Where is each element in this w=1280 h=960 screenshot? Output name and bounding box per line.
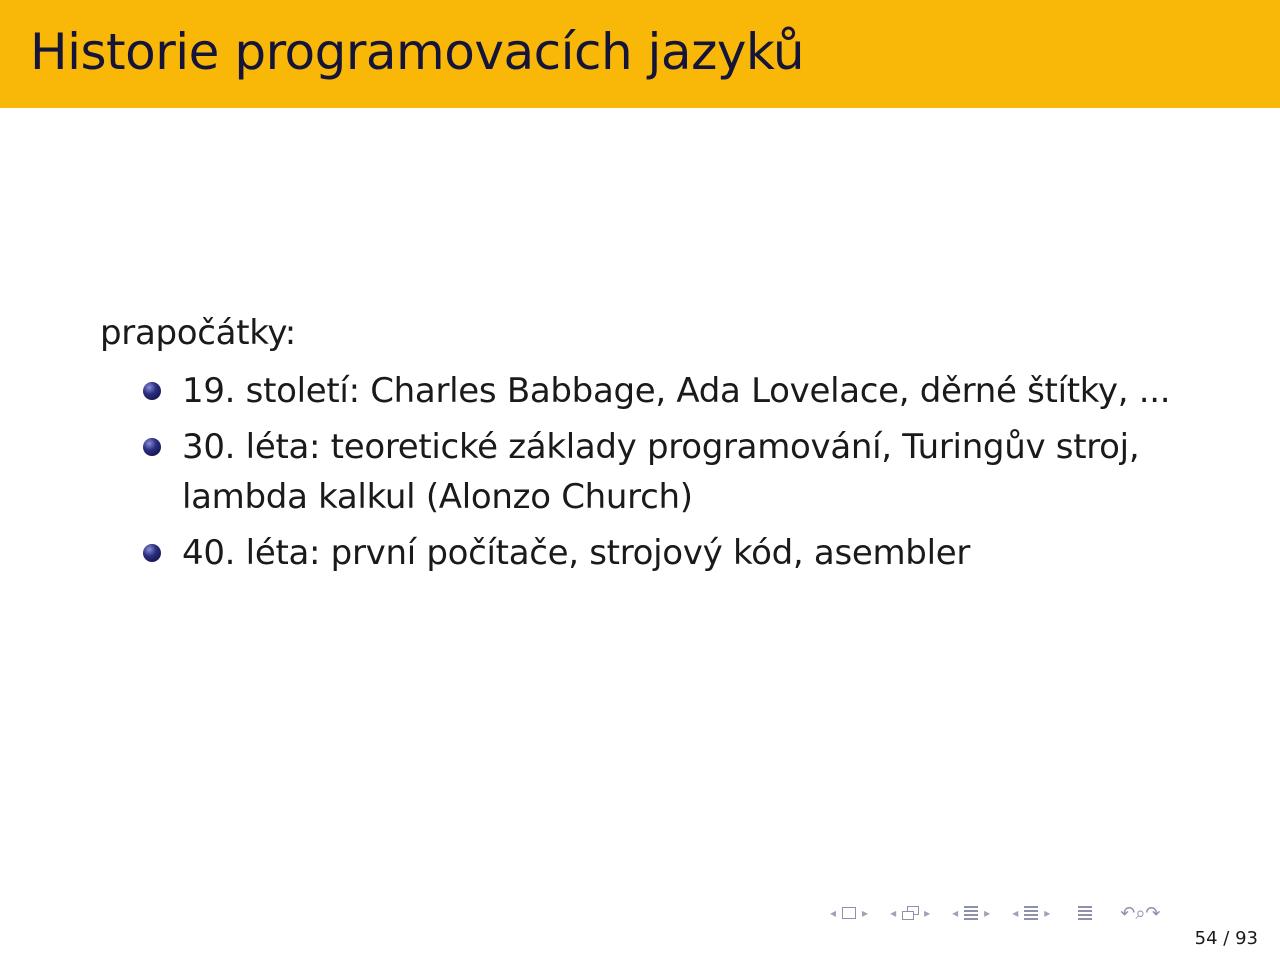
- prev-frame-icon[interactable]: ◂: [830, 906, 837, 920]
- document-icon[interactable]: [1024, 906, 1038, 920]
- nav-document-group[interactable]: [1008, 906, 1054, 920]
- page-number: 54 / 93: [1194, 928, 1258, 949]
- next-subsection-icon[interactable]: ▸: [924, 906, 931, 920]
- bullet-icon: [143, 382, 161, 400]
- bullet-text: 30. léta: teoretické základy programování, Turingův stroj, lambda kalkul (Alonzo Church): [182, 427, 1140, 517]
- next-section-icon[interactable]: ▸: [984, 906, 991, 920]
- nav-frame-group[interactable]: [826, 906, 872, 920]
- bullet-item: [100, 528, 1200, 578]
- slide-content: [100, 308, 1200, 584]
- prev-section-icon[interactable]: ◂: [952, 906, 959, 920]
- bullet-icon: [143, 438, 161, 456]
- next-document-icon[interactable]: ▸: [1044, 906, 1051, 920]
- title-bar: [0, 0, 1280, 108]
- bullet-text: 40. léta: první počítače, strojový kód, asembler: [182, 533, 971, 573]
- beamer-navigation: [826, 900, 1161, 926]
- prev-document-icon[interactable]: ◂: [1012, 906, 1019, 920]
- bullet-item: [100, 422, 1200, 522]
- section-icon[interactable]: [964, 906, 978, 920]
- search-controls[interactable]: [1120, 903, 1160, 924]
- intro-text: prapočátky:: [100, 313, 296, 353]
- appendix-icon[interactable]: [1078, 906, 1092, 920]
- bullet-icon: [143, 544, 161, 562]
- bullet-list: [100, 366, 1200, 578]
- subsection-icon[interactable]: [902, 906, 918, 920]
- search-back-zoom-icon[interactable]: ↶⌕↷: [1120, 902, 1161, 924]
- bullet-text: 19. století: Charles Babbage, Ada Lovelace, děrné štítky, ...: [182, 371, 1171, 411]
- prev-subsection-icon[interactable]: ◂: [890, 906, 897, 920]
- frame-icon[interactable]: [842, 907, 856, 919]
- slide-title: Historie programovacích jazyků: [30, 23, 805, 81]
- nav-subsection-group[interactable]: [886, 906, 934, 920]
- next-frame-icon[interactable]: ▸: [862, 906, 869, 920]
- nav-section-group[interactable]: [948, 906, 994, 920]
- bullet-item: [100, 366, 1200, 416]
